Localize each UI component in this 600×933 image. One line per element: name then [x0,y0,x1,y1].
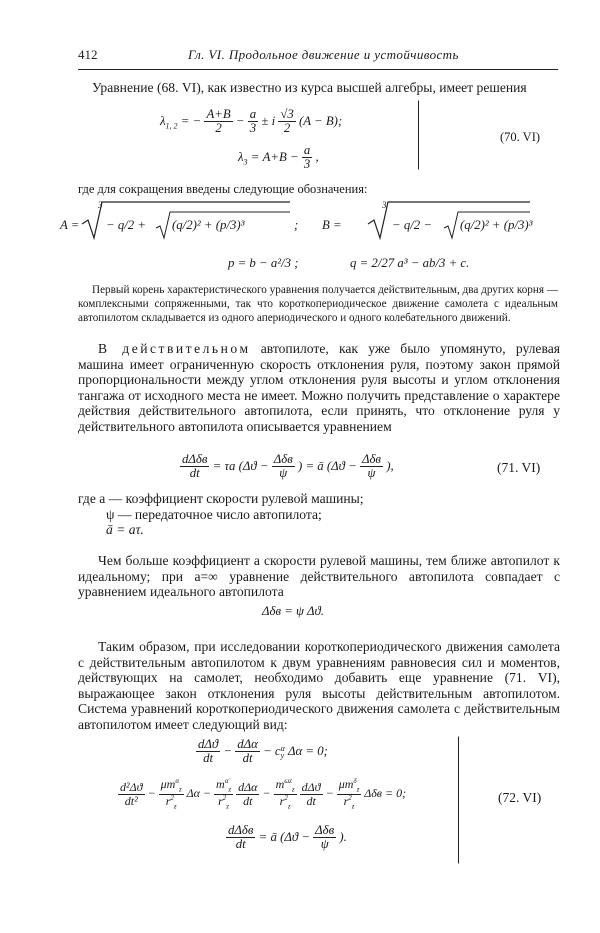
eq72-row3: $\frac{\text{dΔδв}}{dt}$ = ā (Δϑ − $\frac{\text{Δδв}}{\psi}$ ). [228,823,347,852]
cube-index-A: 3 [98,200,103,210]
spaced-emphasis: В действительном [98,341,251,356]
running-title: Гл. VI. Продольное движение и устойчивость [188,47,459,62]
cardano-semicolon: ; [294,218,299,232]
eq72-row2: $\frac{\text{d²Δϑ}}{\text{dt²}}$ − $\frac{\mu m^\alpha_z}{r^2_z}$ Δα − $\frac{m^{\alphȧ}_z}{r^2_z}$ $\frac{\text{dΔα}}{dt}$ − $\frac{m^{\omega z}_z}{r^2_z}$ $\frac{\text{dΔϑ}}{dt}$ − $\frac{\mu m^\delta_z}{r^2_z}$ Δδв = 0; [120,777,407,811]
where-list [78,491,558,538]
where-line-a: где a — коэффициент скорости рулевой машины; [78,491,364,506]
cardano-B-inner: (q/2)² + (p/3)³ [460,218,533,232]
eq72-brace [452,736,459,864]
cardano-B-label: B = [322,218,342,232]
cardano-A-label: A = [60,218,80,232]
cardano-A-q: − q/2 + [106,218,147,232]
note-paragraph: Первый корень характеристического уравнения получается действительным, два других корня — комплексными сопряженными, так что короткопериодическое движение самолета с идеальным автопилотом складывается из одного апериодического и одного колебательного движений. [78,284,559,324]
paragraph-system: Таким образом, при исследовании короткопериодического движения самолета с действительным автопилотом к двум уравнениям равновесия сил и моментов, действующих на самолет, необходимо добавить еще уравнение (71. VI), выражающее закон отклонения руля высоты действительным автопилотом. Система уравнений короткопериодического движения самолета с действительным автопилотом имеет следующий вид: [78,639,560,732]
eq70-row1: $\lambda_{1, 2}$ = − $\frac{A+B}{2}$ − $\frac{a}{3}$ ± i $\frac{√3}{2}$ (A − B); [160,107,343,136]
paragraph-real-autopilot-text: автопилоте, как уже было упомянуто, рулевая машина имеет ограниченную скорость отклонения руля, поэтому закон прямой пропорциональности между углом отклонения руля высоты и углом отклонения тангажа от исходного места не имеет. Можно получить представление о характере действия действительного автопилота, если принять, что отклонение руля у действительного автопилота описывается уравнением [78,341,560,434]
page-number: 412 [78,47,98,62]
where-line-abar: ā = aτ. [106,522,144,538]
paragraph-ideal-comparison: Чем больше коэффициент a скорости рулевой машины, тем ближе автопилот к идеальному; при a=∞ уравнение действительного автопилота совпадает с уравнением идеального автопилота [78,553,560,600]
p-definition: p = b − a²/3 ; [228,256,299,270]
paragraph-real-autopilot [78,341,560,435]
equation-71: $\frac{\text{dΔδв}}{dt}$ = τa (Δϑ − $\frac{\text{Δδв}}{\psi}$ ) = ā (Δϑ − $\frac{\text{Δδв}}{\psi}$ ), [182,452,394,481]
eq70-brace [412,100,419,170]
where-line-psi: ψ — передаточное число автопилота; [106,506,322,522]
cube-index-B: 3 [382,200,387,210]
cardano-B-q: − q/2 − [392,218,433,232]
cardano-block [60,198,540,278]
page-header [78,47,558,70]
equation-ideal: Δδв = ψ Δϑ. [262,604,324,618]
eq72-row1: $\frac{\text{dΔϑ}}{dt}$ − $\frac{\text{dΔα}}{dt}$ − c α y Δα = 0; [198,737,328,766]
eq72-number: (72. VI) [498,790,542,805]
cardano-A-inner: (q/2)² + (p/3)³ [172,218,245,232]
q-definition: q = 2/27 a³ − ab/3 + c. [350,256,470,270]
notation-line: где для сокращения введены следующие обозначения: [78,182,368,196]
eq70-row2: $\lambda_3 = A+B$ − $\frac{a}{3}$ , [238,143,319,172]
eq70-number: (70. VI) [500,130,541,144]
eq71-number: (71. VI) [497,460,541,475]
intro-line: Уравнение (68. VI), как известно из курса высшей алгебры, имеет решения [92,80,527,95]
